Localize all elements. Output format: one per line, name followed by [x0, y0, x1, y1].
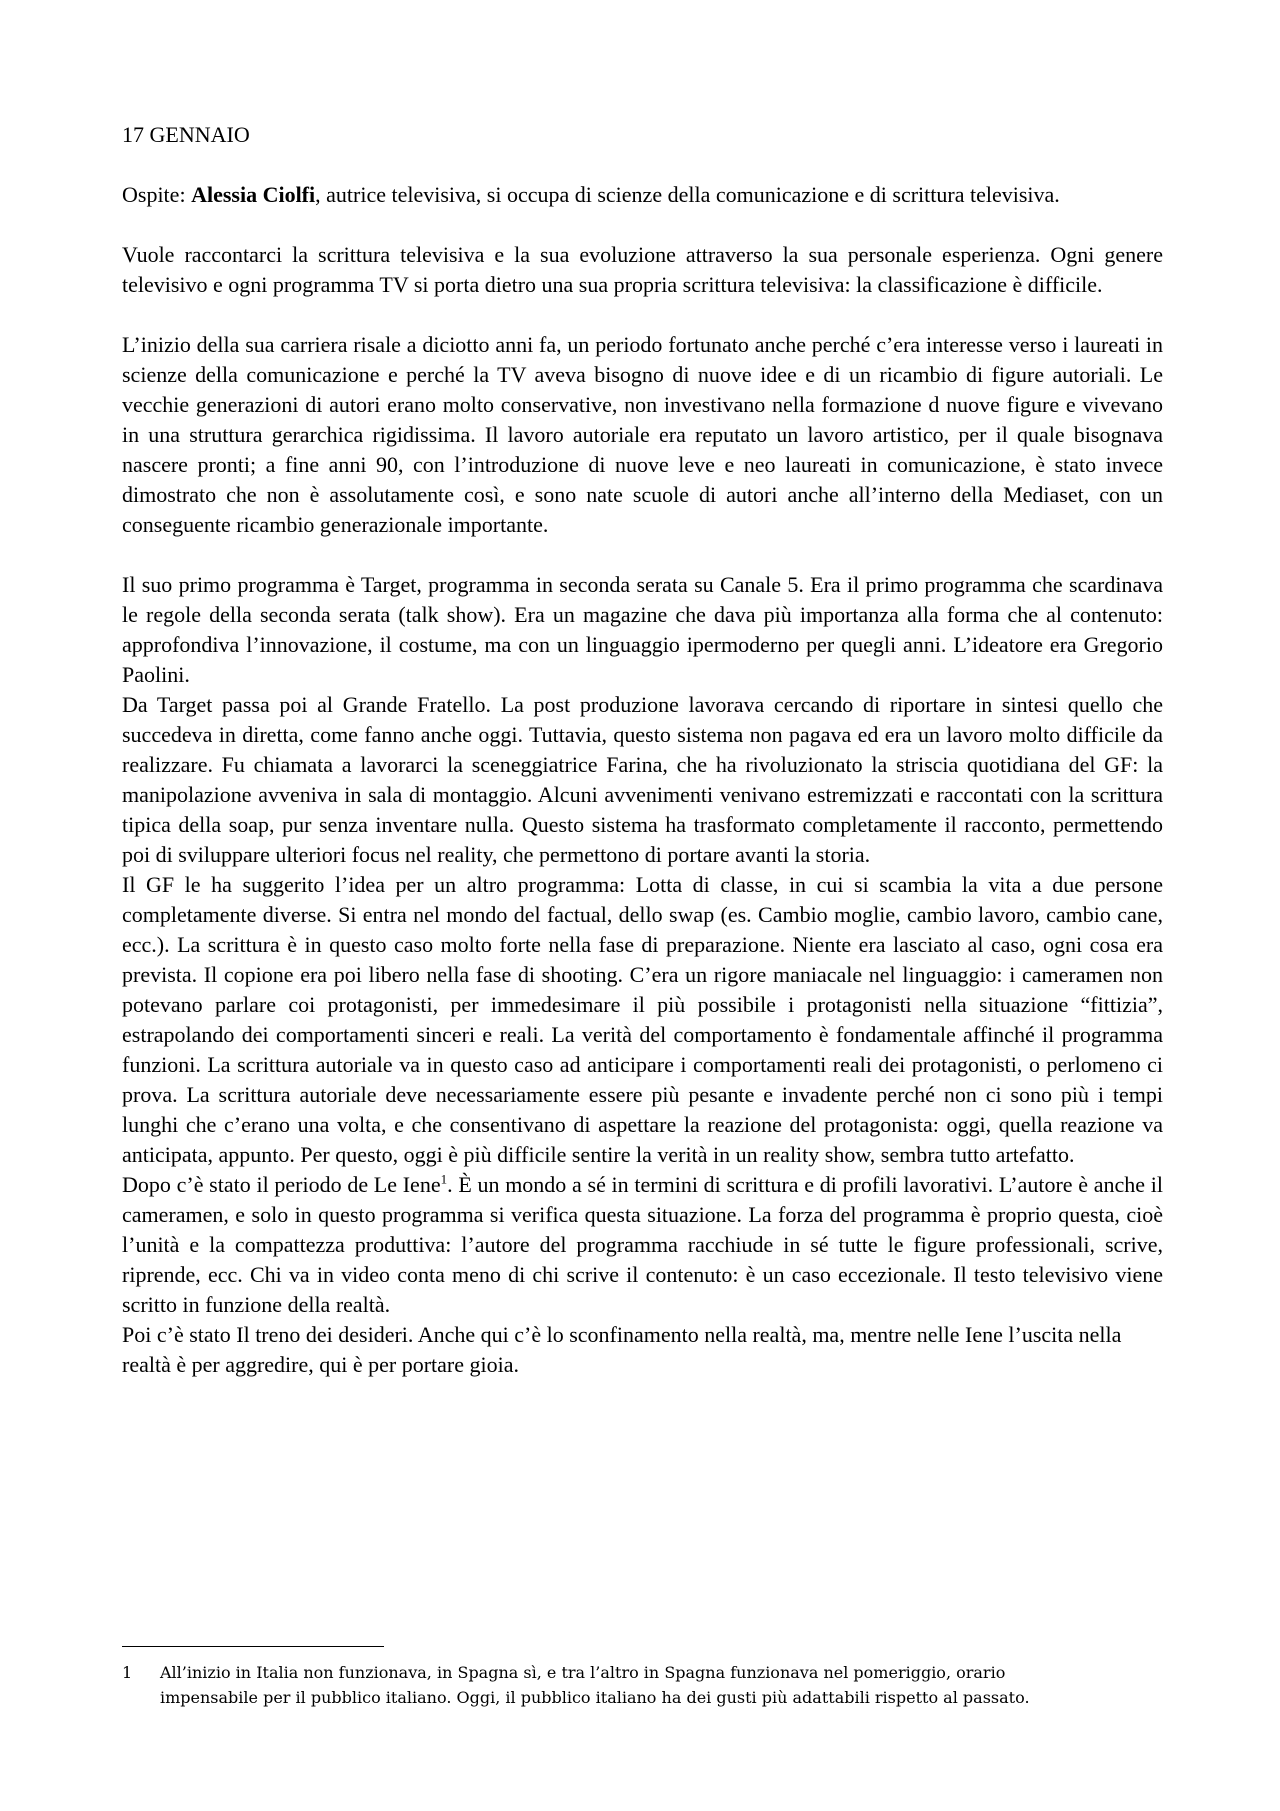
- le-iene-text-end: . È un mondo a sé in termini di scrittura e di profili lavorativi. L’autore è anche il cameramen, e solo in questo programma si verifica questa situazione. La forza del programma è proprio questa, cioè l’unità e la compattezza produttiva: l’autore del programma racchiude in sé tutte le figure professionali, scrive, riprende, ecc. Chi va in video conta meno di chi scrive il contenuto: è un caso eccezionale. Il testo televisivo viene scritto in funzione della realtà.: [122, 1172, 1163, 1317]
- date-heading: 17 GENNAIO: [122, 122, 250, 147]
- guest-intro-paragraph: [122, 180, 1163, 210]
- paragraph-lotta-di-classe: Il GF le ha suggerito l’idea per un altro programma: Lotta di classe, in cui si scambia la vita a due persone completamente diverse. Si entra nel mondo del factual, dello swap (es. Cambio moglie, cambio lavoro, cambio cane, ecc.). La scrittura è in questo caso molto forte nella fase di preparazione. Niente era lasciato al caso, ogni cosa era prevista. Il copione era poi libero nella fase di shooting. C’era un rigore maniacale nel linguaggio: i cameramen non potevano parlare coi protagonisti, per immedesimare il più possibile i protagonisti nella situazione “fittizia”, estrapolando dei comportamenti sinceri e reali. La verità del comportamento è fondamentale affinché il programma funzioni. La scrittura autoriale va in questo caso ad anticipare i comportamenti reali dei protagonisti, o perlomeno ci prova. La scrittura autoriale deve necessariamente essere più pesante e invadente perché non ci sono più i tempi lunghi che c’erano una volta, e che consentivano di aspettare la reazione del protagonista: oggi, quella reazione va anticipata, appunto. Per questo, oggi è più difficile sentire la verità in un reality show, sembra tutto artefatto.: [122, 872, 1163, 1167]
- paragraph-grande-fratello: Da Target passa poi al Grande Fratello. La post produzione lavorava cercando di riportare in sintesi quello che succedeva in diretta, come fanno anche oggi. Tuttavia, questo sistema non pagava ed era un lavoro molto difficile da realizzare. Fu chiamata a lavorarci la sceneggiatrice Farina, che ha rivoluzionato la striscia quotidiana del GF: la manipolazione avveniva in sala di montaggio. Alcuni avvenimenti venivano estremizzati e raccontati con la scrittura tipica della soap, pur senza inventare nulla. Questo sistema ha trasformato completamente il racconto, permettendo poi di sviluppare ulteriori focus nel reality, che permettono di portare avanti la storia.: [122, 692, 1163, 867]
- le-iene-text-start: Dopo c’è stato il periodo de Le Iene: [122, 1172, 441, 1197]
- paragraph-career-start: L’inizio della sua carriera risale a diciotto anni fa, un periodo fortunato anche perché c’era interesse verso i laureati in scienze della comunicazione e perché la TV aveva bisogno di nuove idee e di un ricambio di figure autoriali. Le vecchie generazioni di autori erano molto conservative, non investivano nella formazione d nuove figure e vivevano in una struttura gerarchica rigidissima. Il lavoro autoriale era reputato un lavoro artistico, per il quale bisognava nascere pronti; a fine anni 90, con l’introduzione di nuove leve e neo laureati in comunicazione, è stato invece dimostrato che non è assolutamente così, e sono nate scuole di autori anche all’interno della Mediaset, con un conseguente ricambio generazionale importante.: [122, 332, 1163, 537]
- guest-label: Ospite:: [122, 182, 192, 207]
- paragraph-target: Il suo primo programma è Target, programma in seconda serata su Canale 5. Era il primo programma che scardinava le regole della seconda serata (talk show). Era un magazine che dava più importanza alla forma che al contenuto: approfondiva l’innovazione, il costume, ma con un linguaggio ipermoderno per quegli anni. L’ideatore era Gregorio Paolini.: [122, 572, 1163, 687]
- footnote-text: All’inizio in Italia non funzionava, in Spagna sì, e tra l’altro in Spagna funzionava nel pomeriggio, orario impensabile per il pubblico italiano. Oggi, il pubblico italiano ha dei gusti più adattabili rispetto al passato.: [160, 1663, 1030, 1707]
- document-page: [122, 120, 1163, 1380]
- paragraph-treno-dei-desideri: Poi c’è stato Il treno dei desideri. Anche qui c’è lo sconfinamento nella realtà, ma, mentre nelle Iene l’uscita nella realtà è per aggredire, qui è per portare gioia.: [122, 1322, 1122, 1377]
- paragraph-overview: Vuole raccontarci la scrittura televisiva e la sua evoluzione attraverso la sua personale esperienza. Ogni genere televisivo e ogni programma TV si porta dietro una sua propria scrittura televisiva: la classificazione è difficile.: [122, 242, 1163, 297]
- footnote-reference[interactable]: 1: [440, 1171, 448, 1187]
- footnote-separator: [122, 1646, 384, 1647]
- guest-name: Alessia Ciolfi: [191, 182, 316, 207]
- footnote: [122, 1660, 1163, 1710]
- paragraph-le-iene: [122, 1170, 1163, 1320]
- guest-description: , autrice televisiva, si occupa di scienze della comunicazione e di scrittura televisiva.: [315, 182, 1060, 207]
- footnote-number: 1: [122, 1663, 133, 1682]
